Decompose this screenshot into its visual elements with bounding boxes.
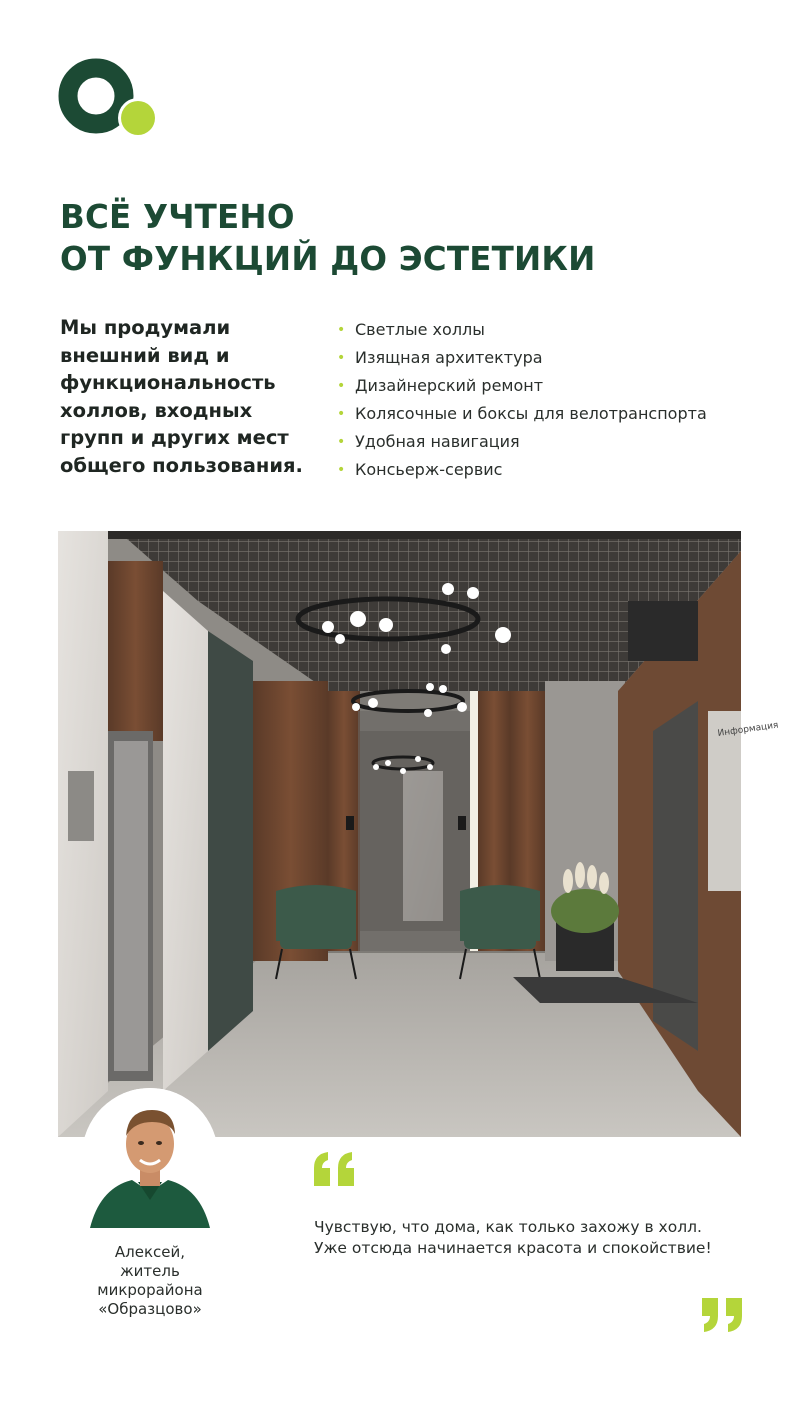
intro-line: внешний вид и bbox=[60, 343, 230, 367]
intro-line: функциональность bbox=[60, 371, 276, 394]
feature-item bbox=[336, 456, 707, 484]
quote-open-icon bbox=[312, 1150, 358, 1188]
headline-line-1: ВСЁ УЧТЕНО bbox=[60, 198, 295, 236]
quote-close-icon bbox=[698, 1296, 744, 1334]
headline-line-2: ОТ ФУНКЦИЙ ДО ЭСТЕТИКИ bbox=[60, 240, 596, 278]
resident-line: «Образцово» bbox=[98, 1300, 202, 1318]
feature-item bbox=[336, 344, 707, 372]
feature-label: Консьерж-сервис bbox=[355, 460, 503, 479]
intro-line: общего пользования. bbox=[60, 453, 303, 477]
photo-sign-text: Информация bbox=[717, 720, 780, 739]
avatar bbox=[82, 1088, 218, 1224]
resident-line: Алексей, bbox=[114, 1243, 186, 1261]
lobby-photo bbox=[58, 531, 780, 1137]
feature-item bbox=[336, 316, 707, 344]
testimonial-quote: Чувствую, что дома, как только захожу в холл. Уже отсюда начинается красота и спокойствие! bbox=[314, 1218, 712, 1257]
feature-label: Изящная архитектура bbox=[355, 348, 543, 367]
brand-logo bbox=[58, 58, 162, 142]
feature-item bbox=[336, 428, 707, 456]
intro-line: холлов, входных bbox=[60, 398, 253, 422]
feature-label: Удобная навигация bbox=[355, 432, 520, 451]
feature-label: Светлые холлы bbox=[355, 320, 485, 339]
resident-line: микрорайона bbox=[97, 1281, 203, 1299]
bullet-icon: • bbox=[337, 434, 346, 450]
feature-label: Колясочные и боксы для велотранспорта bbox=[355, 404, 707, 423]
feature-item bbox=[336, 400, 707, 428]
bullet-icon: • bbox=[337, 378, 346, 394]
feature-item bbox=[336, 372, 707, 400]
features-list bbox=[336, 316, 707, 484]
intro-text bbox=[60, 314, 330, 479]
feature-label: Дизайнерский ремонт bbox=[355, 376, 544, 395]
bullet-icon: • bbox=[337, 406, 346, 422]
bullet-icon: • bbox=[337, 350, 346, 366]
bullet-icon: • bbox=[337, 322, 346, 338]
bullet-icon: • bbox=[337, 462, 346, 478]
intro-line: групп и других мест bbox=[60, 426, 289, 449]
intro-line: Мы продумали bbox=[60, 316, 231, 339]
resident-caption bbox=[70, 1243, 230, 1319]
headline bbox=[60, 196, 760, 280]
resident-line: житель bbox=[120, 1262, 180, 1280]
